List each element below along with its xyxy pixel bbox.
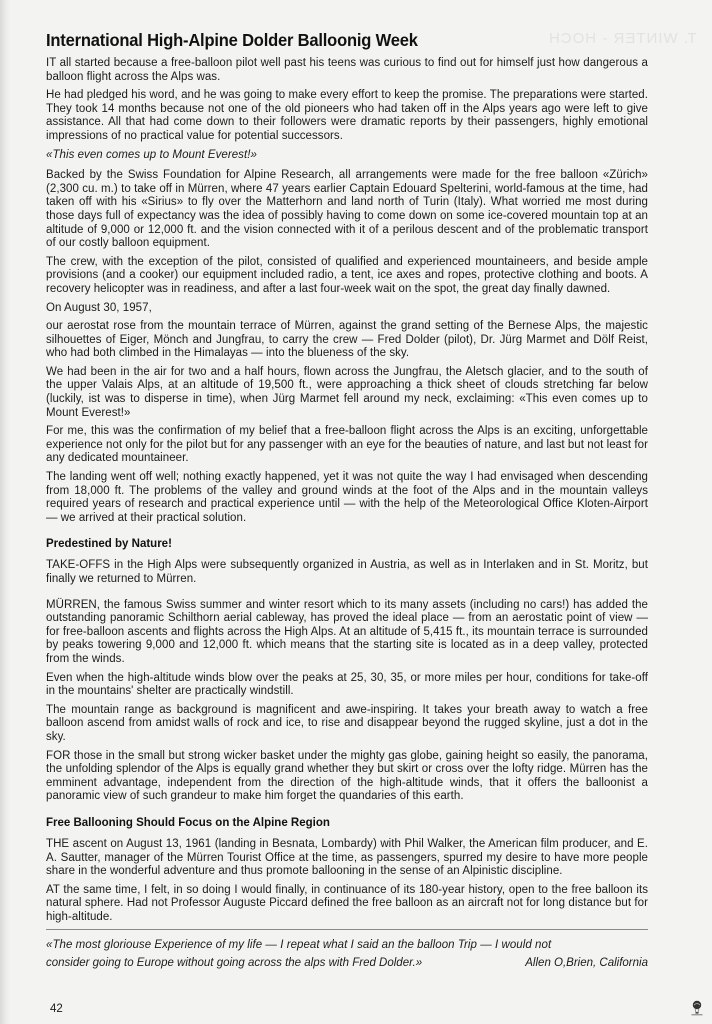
paragraph: MÜRREN, the famous Swiss summer and winter resort which to its many assets (including no cars!) has added the outstanding panoramic Schilthorn aerial cableway, has proved the ideal place — from an aerostatic point of view — for free-balloon ascents and flights across the High Alps. At an altitude of 5,415 ft., its mountain terrace is surrounded by peaks towering 9,000 and 12,000 ft. which means that the starting site is located as in a deep valley, protected from the winds.	[46, 598, 648, 665]
testimonial-line-2: consider going to Europe without going across the alps with Fred Dolder.»	[46, 957, 423, 970]
paragraph: The landing went off well; nothing exactly happened, yet it was not quite the way I had envisaged when descending from 18,000 ft. The problems of the valley and ground winds at the foot of the Alps and in the mountain valleys required years of research and practical experience until — with the help of the Meteorological Office Kloten-Airport — we arrived at their practical solution.	[46, 471, 648, 524]
paragraph: our aerostat rose from the mountain terrace of Mürren, against the grand setting of the Bernese Alps, the majestic silhouettes of Eiger, Mönch and Jungfrau, to carry the crew — Fred Dolder (pilot), Dr. Jürg Marmet and Dölf Reist, who had both climbed in the Himalayas — into the blueness of the sky.	[46, 320, 648, 360]
paragraph: He had pledged his word, and he was going to make every effort to keep the promise. The preparations were started. They took 14 months because not one of the old pioneers who had taken off in the Alps years ago were left to give assistance. All that had come down to their followers were dramatic reports by their passengers, highly emotional impressions of no practical value for potential successors.	[46, 89, 648, 142]
paragraph: We had been in the air for two and a half hours, flown across the Jungfrau, the Aletsch glacier, and to the south of the upper Valais Alps, at an altitude of 19,500 ft., were approaching a thick sheet of clouds stretching far below (luckily, ist was to disperse in time), when Jürg Marmet fell around my neck, exclaiming: «This even comes up to Mount Everest!»	[46, 365, 648, 419]
article-title: International High-Alpine Dolder Balloonig Week	[46, 30, 418, 50]
testimonial-line-1: «The most gloriouse Experience of my life — I repeat what I said an the balloon Trip — I would not	[46, 939, 552, 952]
pull-quote: «This even comes up to Mount Everest!»	[46, 148, 257, 161]
section-heading-free-ballooning: Free Ballooning Should Focus on the Alpine Region	[46, 816, 330, 829]
paragraph: Even when the high-altitude winds blow over the peaks at 25, 30, 35, or more miles per hour, conditions for take-off in the mountains' shelter are practically windstill.	[46, 671, 648, 698]
paragraph: For me, this was the confirmation of my belief that a free-balloon flight across the Alps is an exciting, unforgettable experience not only for the pilot but for any passenger with an eye for the beauties of nature, and last but not least for any dedicated mountaineer.	[46, 425, 648, 465]
paragraph: The mountain range as background is magnificent and awe-inspiring. It takes your breath away to watch a free balloon ascend from amidst walls of rock and ice, to rise and disappear beyond the rugged skyline, just a dot in the sky.	[46, 703, 648, 743]
paragraph-date: On August 30, 1957,	[46, 301, 152, 314]
divider	[46, 929, 648, 930]
paragraph: IT all started because a free-balloon pilot well past his teens was curious to find out for himself just how dangerous a balloon flight across the Alps was.	[46, 57, 648, 83]
article	[46, 30, 648, 972]
section-heading-predestined: Predestined by Nature!	[46, 538, 172, 551]
bleed-through-text: T. WINTER - HOCH	[548, 30, 697, 47]
page-number: 42	[50, 1003, 63, 1015]
paragraph: TAKE-OFFS in the High Alps were subsequently organized in Austria, as well as in Interlaken and in St. Moritz, but finally we returned to Mürren.	[46, 559, 648, 585]
testimonial-author: Allen O,Brien, California	[525, 957, 648, 970]
testimonial	[46, 936, 648, 972]
paragraph: AT the same time, I felt, in so doing I would finally, in continuance of its 180-year history, open to the free balloon its natural sphere. Had not Professor Auguste Piccard defined the free balloon as an aircraft not for long distance but for high-altitude.	[46, 883, 648, 923]
page-edge-shadow	[0, 0, 10, 1024]
paragraph: Backed by the Swiss Foundation for Alpine Research, all arrangements were made for the free balloon «Zürich» (2,300 cu. m.) to take off in Mürren, where 47 years earlier Captain Edouard Spelterini, world-famous at the time, had taken off with his «Sirius» to fly over the Matterhorn and land north of Turin (Italy). What worried me most during those days full of expectancy was the idea of possibly having to come down on some ice-covered mountain top at an altitude of 9,000 or 12,000 ft. and the vision connected with it of a perilous descent and of the problematic transport of our costly balloon equipment.	[46, 169, 648, 250]
paragraph: THE ascent on August 13, 1961 (landing in Besnata, Lombardy) with Phil Walker, the American film producer, and E. A. Sautter, manager of the Mürren Tourist Office at the time, as passengers, spurred my desire to have more people share in the wonderful adventure and thus promote ballooning in the sense of an Alpinistic discipline.	[46, 837, 648, 878]
paragraph: FOR those in the small but strong wicker basket under the mighty gas globe, gaining height so easily, the panorama, the unfolding splendor of the Alps is equally grand whether they but skirt or cross over the lofty ridge. Mürren has the emminent advantage, independent from the direction of the high-altitude winds, that it offers the balloonist a panoramic view of such grandeur to make him forget the quandaries of this earth.	[46, 749, 648, 803]
balloon-logo-icon	[690, 1000, 704, 1016]
testimonial-line-2-row	[46, 954, 648, 972]
paragraph: The crew, with the exception of the pilot, consisted of qualified and experienced mountaineers, and beside ample provisions (and a cooker) our equipment included radio, a tent, ice axes and ropes, protective clothing and boots. A recovery helicopter was in readiness, and after a last four-week wait on the spot, the great day finally dawned.	[46, 255, 648, 295]
